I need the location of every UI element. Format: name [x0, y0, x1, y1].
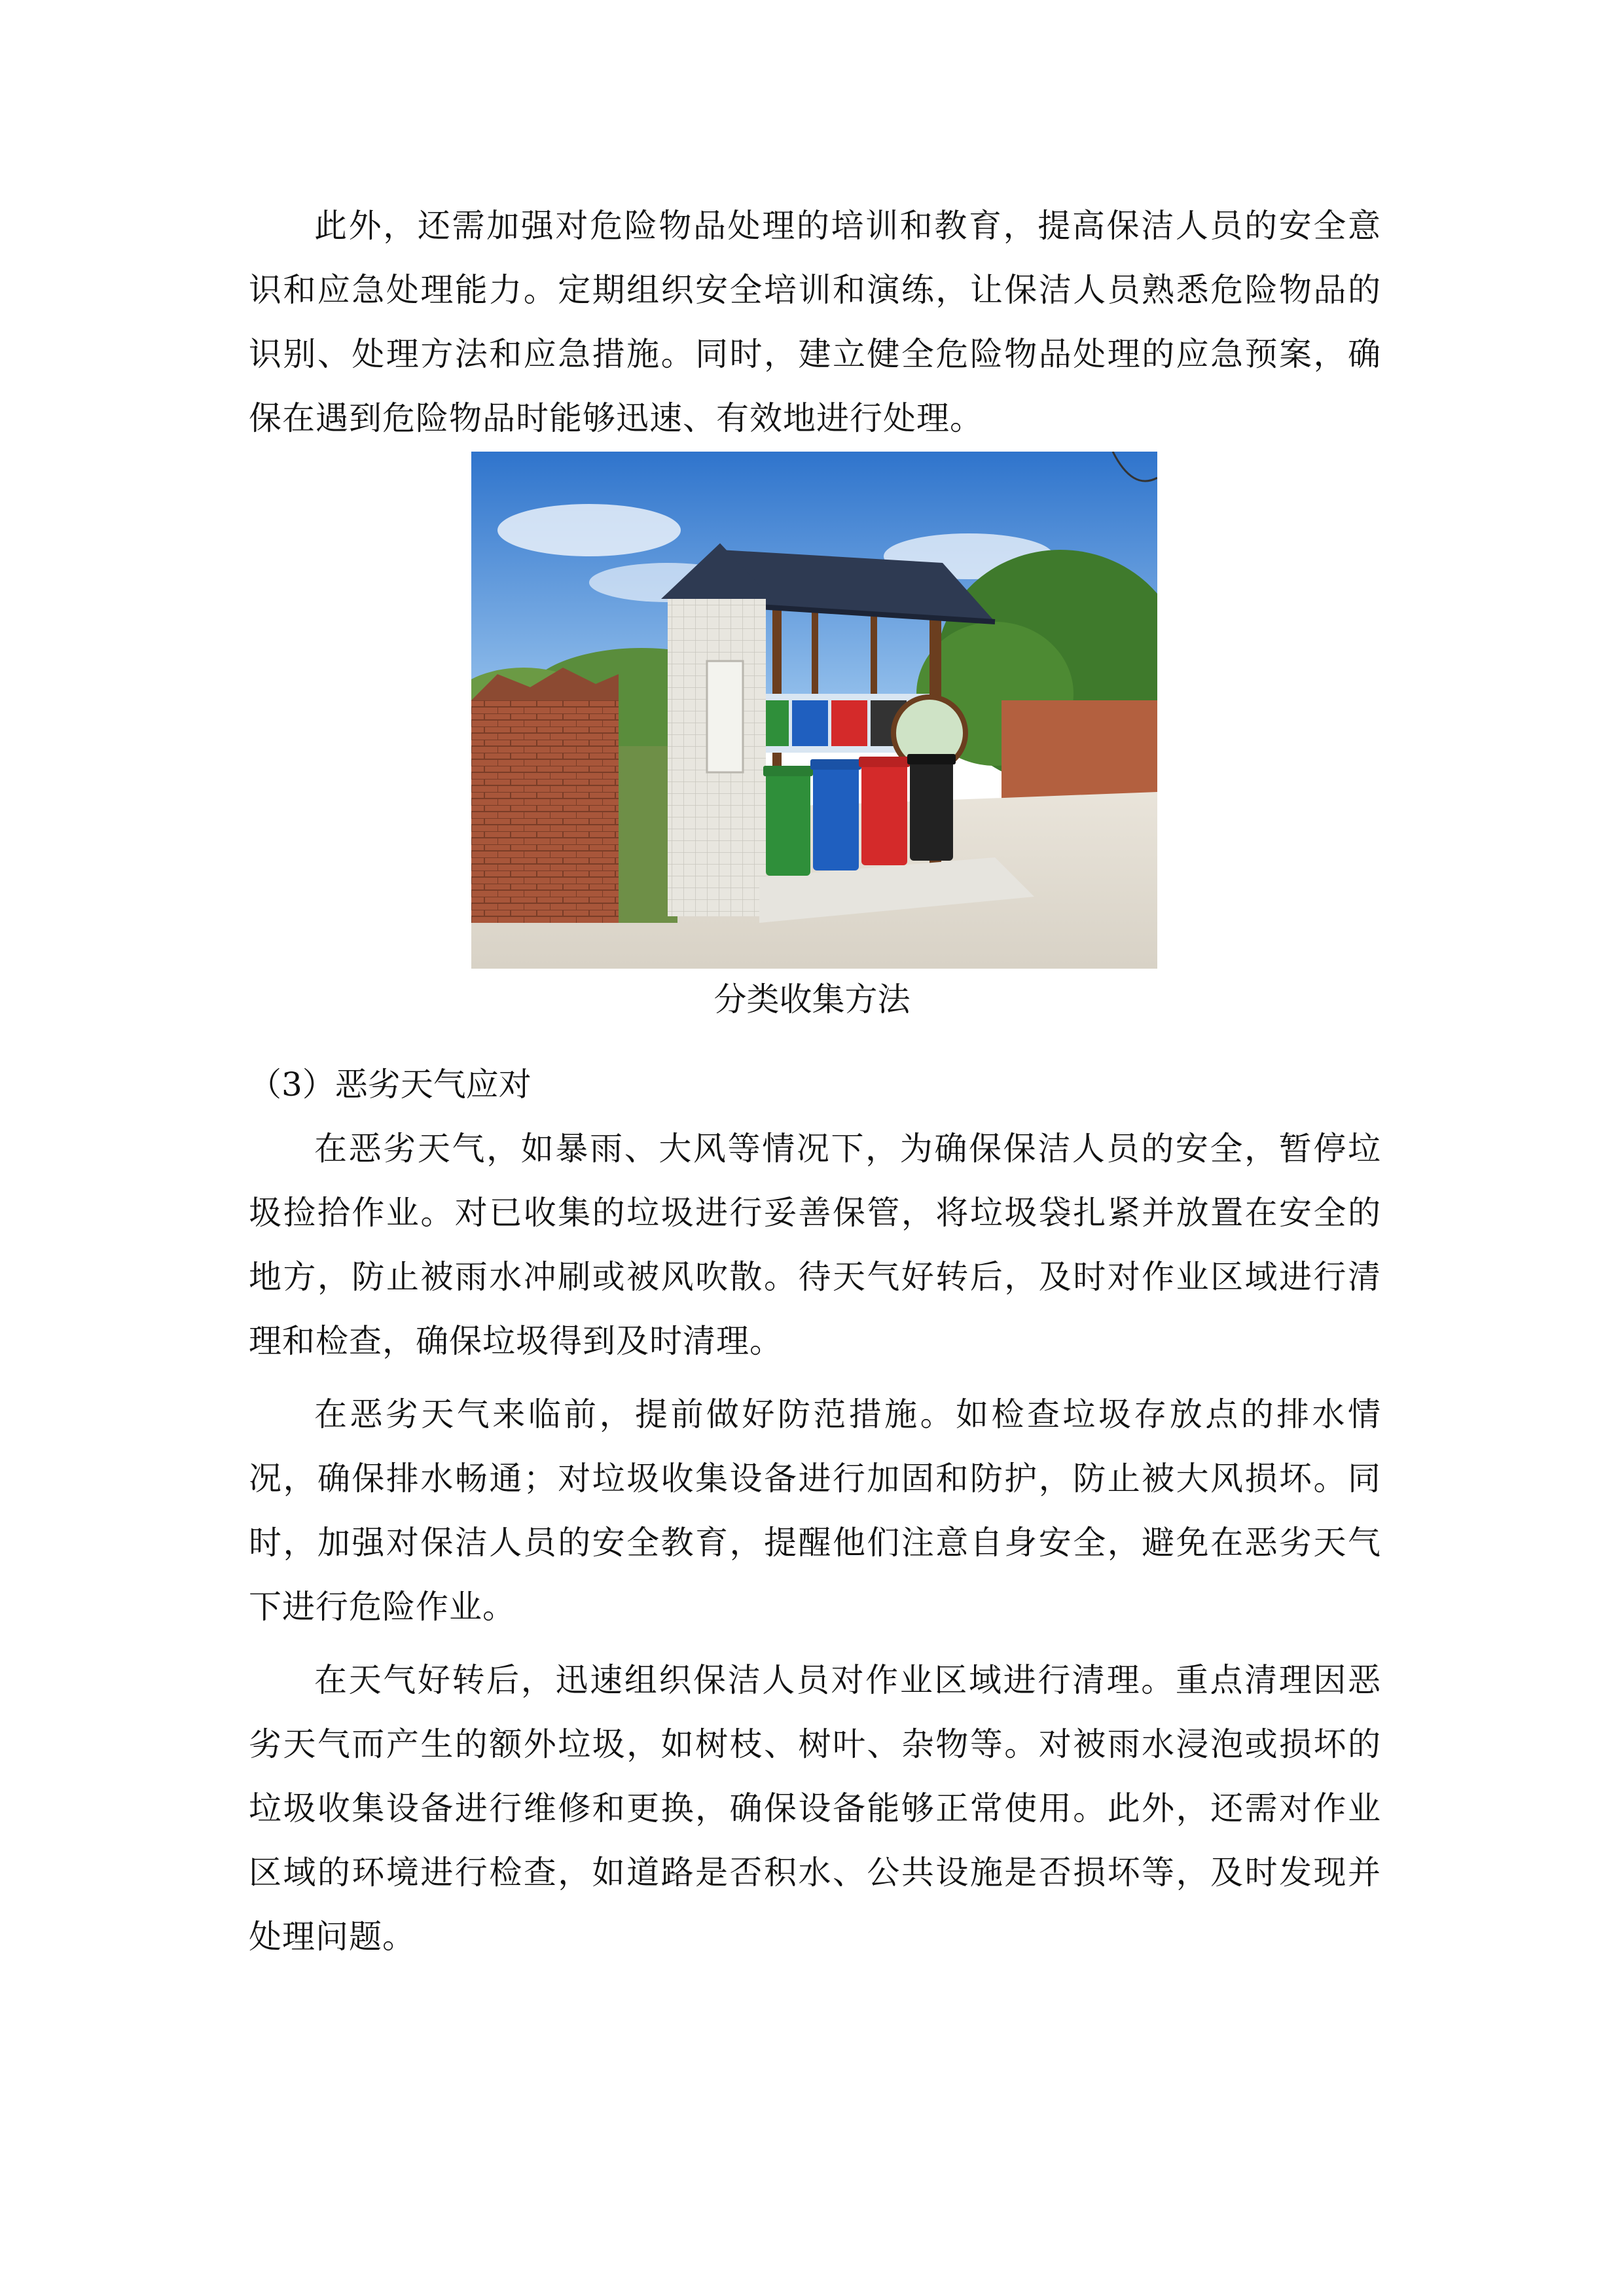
paragraph-bad-weather-pause: 在恶劣天气，如暴雨、大风等情况下，为确保保洁人员的安全，暂停垃圾捡拾作业。对已收集的垃圾进行妥善保管，将垃圾袋扎紧并放置在安全的地方，防止被雨水冲刷或被风吹散。待天气好转后，及时对作业区域进行清理和检查，确保垃圾得到及时清理。	[249, 1130, 1381, 1360]
paragraph-hazard-training: 此外，还需加强对危险物品处理的培训和教育，提高保洁人员的安全意识和应急处理能力。定期组织安全培训和演练，让保洁人员熟悉危险物品的识别、处理方法和应急措施。同时，建立健全危险物品处理的应急预案，确保在遇到危险物品时能够迅速、有效地进行处理。	[249, 207, 1381, 437]
paragraph-after-weather-cleanup: 在天气好转后，迅速组织保洁人员对作业区域进行清理。重点清理因恶劣天气而产生的额外垃圾，如树枝、树叶、杂物等。对被雨水浸泡或损坏的垃圾收集设备进行维修和更换，确保设备能够正常使用。此外，还需对作业区域的环境进行检查，如道路是否积水、公共设施是否损坏等，及时发现并处理问题。	[249, 1661, 1381, 1956]
sorted-waste-collection-photo	[471, 452, 1157, 969]
figure-caption: 分类收集方法	[713, 980, 911, 1018]
section-heading: （3）恶劣天气应对	[249, 1066, 532, 1103]
paragraph-bad-weather-prevention: 在恶劣天气来临前，提前做好防范措施。如检查垃圾存放点的排水情况，确保排水畅通；对垃圾收集设备进行加固和防护，防止被大风损坏。同时，加强对保洁人员的安全教育，提醒他们注意自身安全，避免在恶劣天气下进行危险作业。	[249, 1395, 1381, 1626]
